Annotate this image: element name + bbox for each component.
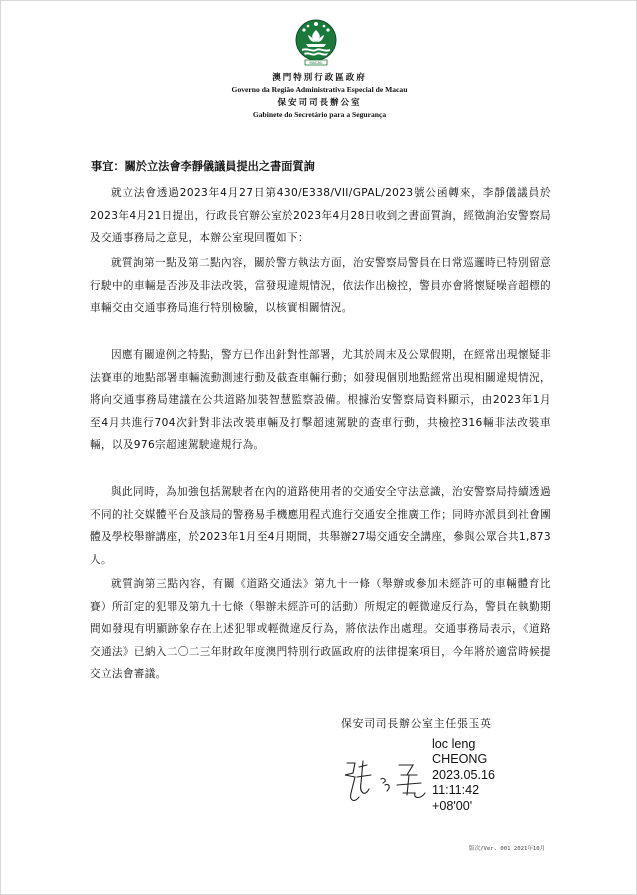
body-paragraph: 就質詢第三點內容，有關《道路交通法》第九十一條（舉辦或參加未經許可的車輛體育比賽）所訂定的犯罪及第九十七條（舉辦未經許可的活動）所規定的輕微違反行為，警員在執勤期間如發現有明顯跡象存在上述犯罪或輕微違反行為，將依法作出處理。交通事務局表示，《道路交通法》已納入二〇二三年財政年度澳門特別行政區政府的法律提案項目，今年將於適當時候提交立法會審議。 bbox=[90, 578, 551, 680]
body-paragraph: 因應有關違例之特點，警方已作出針對性部署，尤其於周末及公眾假期，在經常出現懷疑非法賽車的地點部署車輛流動測速行動及截查車輛行動；如發現個別地點經常出現相關違規情況，將向交通事務局建議在公共道路加裝智慧監察設備。根據治安警察局資料顯示，由2023年1月至4月共進行704次針對非法改裝車輛及打擊超速駕駛的查車行動，共檢控316輛非法改裝車輛，以及976宗超速駕駛違規行為。 bbox=[90, 349, 551, 451]
office-name-chinese: 保安司司長辦公室 bbox=[277, 98, 362, 108]
body-paragraph: 就質詢第一點及第二點內容，關於警方執法方面，治安警察局警員在日常巡邏時已特別留意行駛中的車輛是否涉及非法改裝，當發現違規情況，依法作出檢控，警員亦會將懷疑噪音超標的車輛交由交通事務局進行特別檢驗，以核實相關情況。 bbox=[90, 257, 551, 314]
signer-name-line-2: CHEONG bbox=[432, 752, 488, 767]
signature-timezone: +08'00' bbox=[432, 798, 473, 813]
macau-emblem-icon bbox=[288, 18, 344, 66]
government-name-portuguese: Governo da Região Administrativa Especial de Macau bbox=[231, 85, 408, 94]
government-name-chinese: 澳門特別行政區政府 bbox=[272, 73, 367, 83]
body-paragraph: 與此同時，為加強包括駕駛者在內的道路使用者的交通安全守法意識，治安警察局持續透過不同的社交媒體平台及該局的警務易手機應用程式進行交通安全推廣工作；同時亦派員到社會團體及學校舉辦講座，於2023年1月至4月期間，共舉辦27場交通安全講座，參與公眾合共1,873人。 bbox=[90, 486, 551, 566]
signature-time: 11:11:42 bbox=[432, 783, 480, 798]
signatory-title: 保安司司長辦公室主任張玉英 bbox=[341, 717, 492, 730]
signer-name-line-1: loc leng bbox=[432, 737, 476, 751]
digital-signature-stamp bbox=[432, 737, 495, 814]
body-paragraph: 就立法會透過2023年4月27日第430/E338/VII/GPAL/2023號公函轉來，李靜儀議員於2023年4月21日提出，行政長官辦公室於2023年4月28日收到之書面質詢，經徵詢治安警察局及交通事務局之意見，本辦公室現回覆如下： bbox=[90, 187, 551, 244]
signature-date: 2023.05.16 bbox=[432, 767, 496, 782]
svg-text:MACAU: MACAU bbox=[309, 61, 323, 66]
document-version-footer: 版次/Ver. 001 2021年10月 bbox=[469, 846, 546, 852]
office-name-portuguese: Gabinete do Secretário para a Segurança bbox=[252, 110, 387, 119]
handwritten-signature bbox=[341, 753, 431, 811]
letter-subject: 事宜：關於立法會李靜儀議員提出之書面質詢 bbox=[91, 160, 315, 173]
